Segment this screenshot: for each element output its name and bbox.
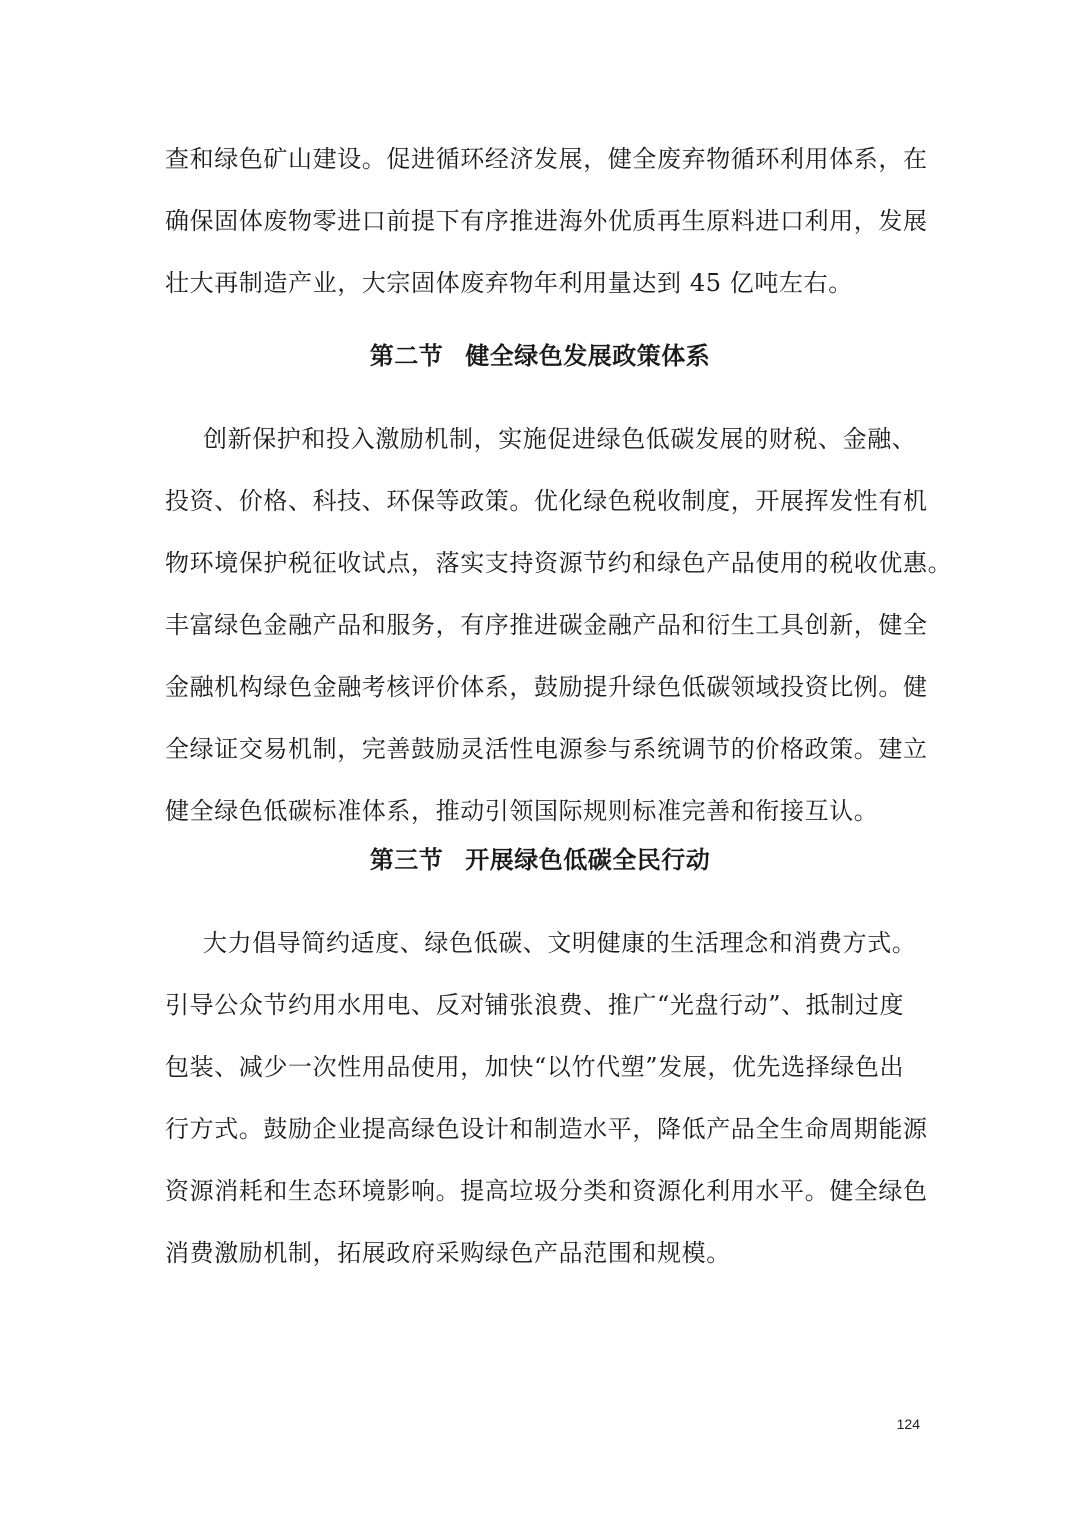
paragraph-line: 行方式。鼓励企业提高绿色设计和制造水平，降低产品全生命周期能源 (165, 1115, 928, 1143)
section-number: 第二节 (369, 342, 444, 370)
paragraph-line: 引导公众节约用水用电、反对铺张浪费、推广“光盘行动”、抵制过度 (165, 991, 905, 1019)
paragraph-line: 投资、价格、科技、环保等政策。优化绿色税收制度，开展挥发性有机 (165, 487, 928, 515)
section-paragraph (165, 408, 953, 842)
paragraph-line: 金融机构绿色金融考核评价体系，鼓励提升绿色低碳领域投资比例。健 (165, 673, 928, 701)
section-number: 第三节 (369, 846, 444, 874)
paragraph-line: 创新保护和投入激励机制，实施促进绿色低碳发展的财税、金融、 (203, 425, 917, 453)
paragraph-line: 全绿证交易机制，完善鼓励灵活性电源参与系统调节的价格政策。建立 (165, 735, 928, 763)
section-title: 开展绿色低碳全民行动 (465, 846, 711, 874)
section-paragraph (165, 912, 928, 1284)
paragraph-line: 健全绿色低碳标准体系，推动引领国际规则标准完善和衔接互认。 (165, 797, 879, 825)
paragraph-continued (165, 128, 928, 314)
paragraph-line: 大力倡导简约适度、绿色低碳、文明健康的生活理念和消费方式。 (203, 929, 917, 957)
paragraph-line: 消费激励机制，拓展政府采购绿色产品范围和规模。 (165, 1239, 731, 1267)
paragraph-line: 物环境保护税征收试点，落实支持资源节约和绿色产品使用的税收优惠。 (165, 549, 953, 577)
section-heading (0, 336, 1080, 376)
section-heading (0, 840, 1080, 880)
paragraph-line: 确保固体废物零进口前提下有序推进海外优质再生原料进口利用，发展 (165, 207, 928, 235)
paragraph-line: 包装、减少一次性用品使用，加快“以竹代塑”发展，优先选择绿色出 (165, 1053, 905, 1081)
paragraph-line: 丰富绿色金融产品和服务，有序推进碳金融产品和衍生工具创新，健全 (165, 611, 928, 639)
page-number: 124 (896, 1416, 920, 1432)
paragraph-line: 壮大再制造产业，大宗固体废弃物年利用量达到 45 亿吨左右。 (165, 269, 853, 297)
paragraph-line: 查和绿色矿山建设。促进循环经济发展，健全废弃物循环利用体系，在 (165, 145, 928, 173)
paragraph-line: 资源消耗和生态环境影响。提高垃圾分类和资源化利用水平。健全绿色 (165, 1177, 928, 1205)
section-title: 健全绿色发展政策体系 (465, 342, 711, 370)
